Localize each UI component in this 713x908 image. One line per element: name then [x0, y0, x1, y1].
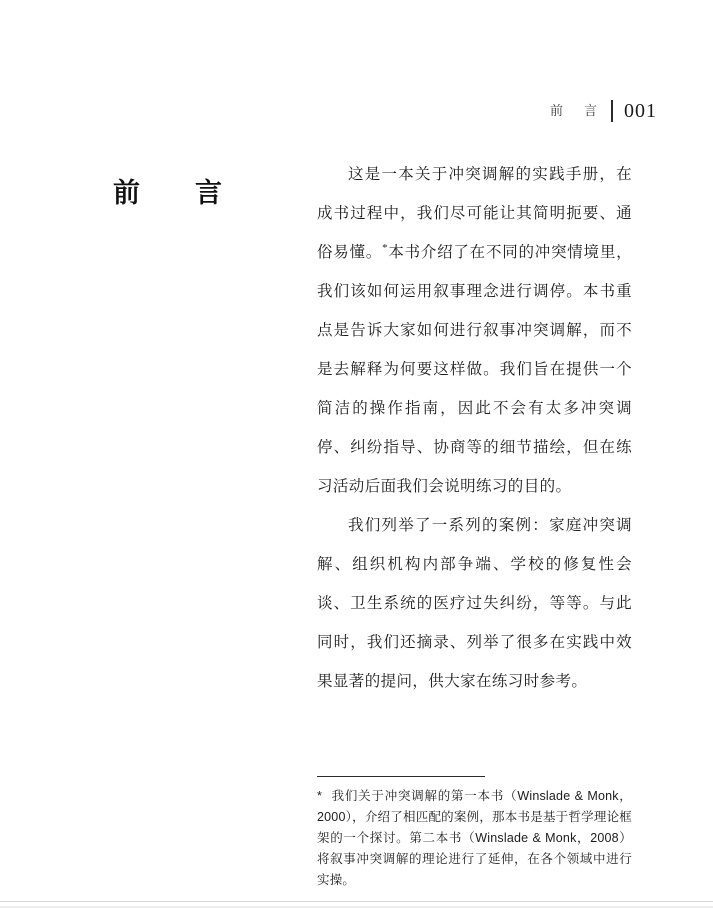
footnote-marker: *: [317, 789, 323, 803]
footnote-marker-inline: *: [382, 241, 388, 254]
paragraph-1-part-2: 本书介绍了在不同的冲突情境里，我们该如何运用叙事理念进行调停。本书重点是告诉大家如何进行叙事冲突调解，而不是去解释为何要这样做。我们旨在提供一个简洁的操作指南，因此不会有太多冲突调停、纠纷指导、协商等的细节描绘，但在练习活动后面我们会说明练习的目的。: [317, 244, 632, 495]
footnote-separator-rule: [317, 776, 485, 777]
running-head-label: 前 言: [549, 103, 601, 118]
page-number: 001: [624, 100, 657, 122]
page-bottom-rule: [0, 901, 713, 902]
paragraph-1-part-1: 这是一本关于冲突调解的实践手册，在成书过程中，我们尽可能让其简明扼要、通俗易懂。: [317, 166, 632, 261]
body-text-column: [317, 155, 632, 701]
running-head-divider: [611, 100, 613, 122]
paragraph-1: [317, 155, 632, 506]
running-head: [550, 98, 657, 124]
chapter-title: 前 言: [113, 178, 236, 209]
footnote-block: [317, 786, 632, 891]
paragraph-2: 我们列举了一系列的案例：家庭冲突调解、组织机构内部争端、学校的修复性会谈、卫生系统的医疗过失纠纷，等等。与此同时，我们还摘录、列举了很多在实践中效果显著的提问，供大家在练习时参考。: [317, 517, 632, 690]
footnote-text: 我们关于冲突调解的第一本书（Winslade & Monk，2000），介绍了相匹配的案例，那本书是基于哲学理论框架的一个探讨。第二本书（Winslade & Monk，2008）将叙事冲突调解的理论进行了延伸，在各个领域中进行实操。: [317, 789, 632, 887]
